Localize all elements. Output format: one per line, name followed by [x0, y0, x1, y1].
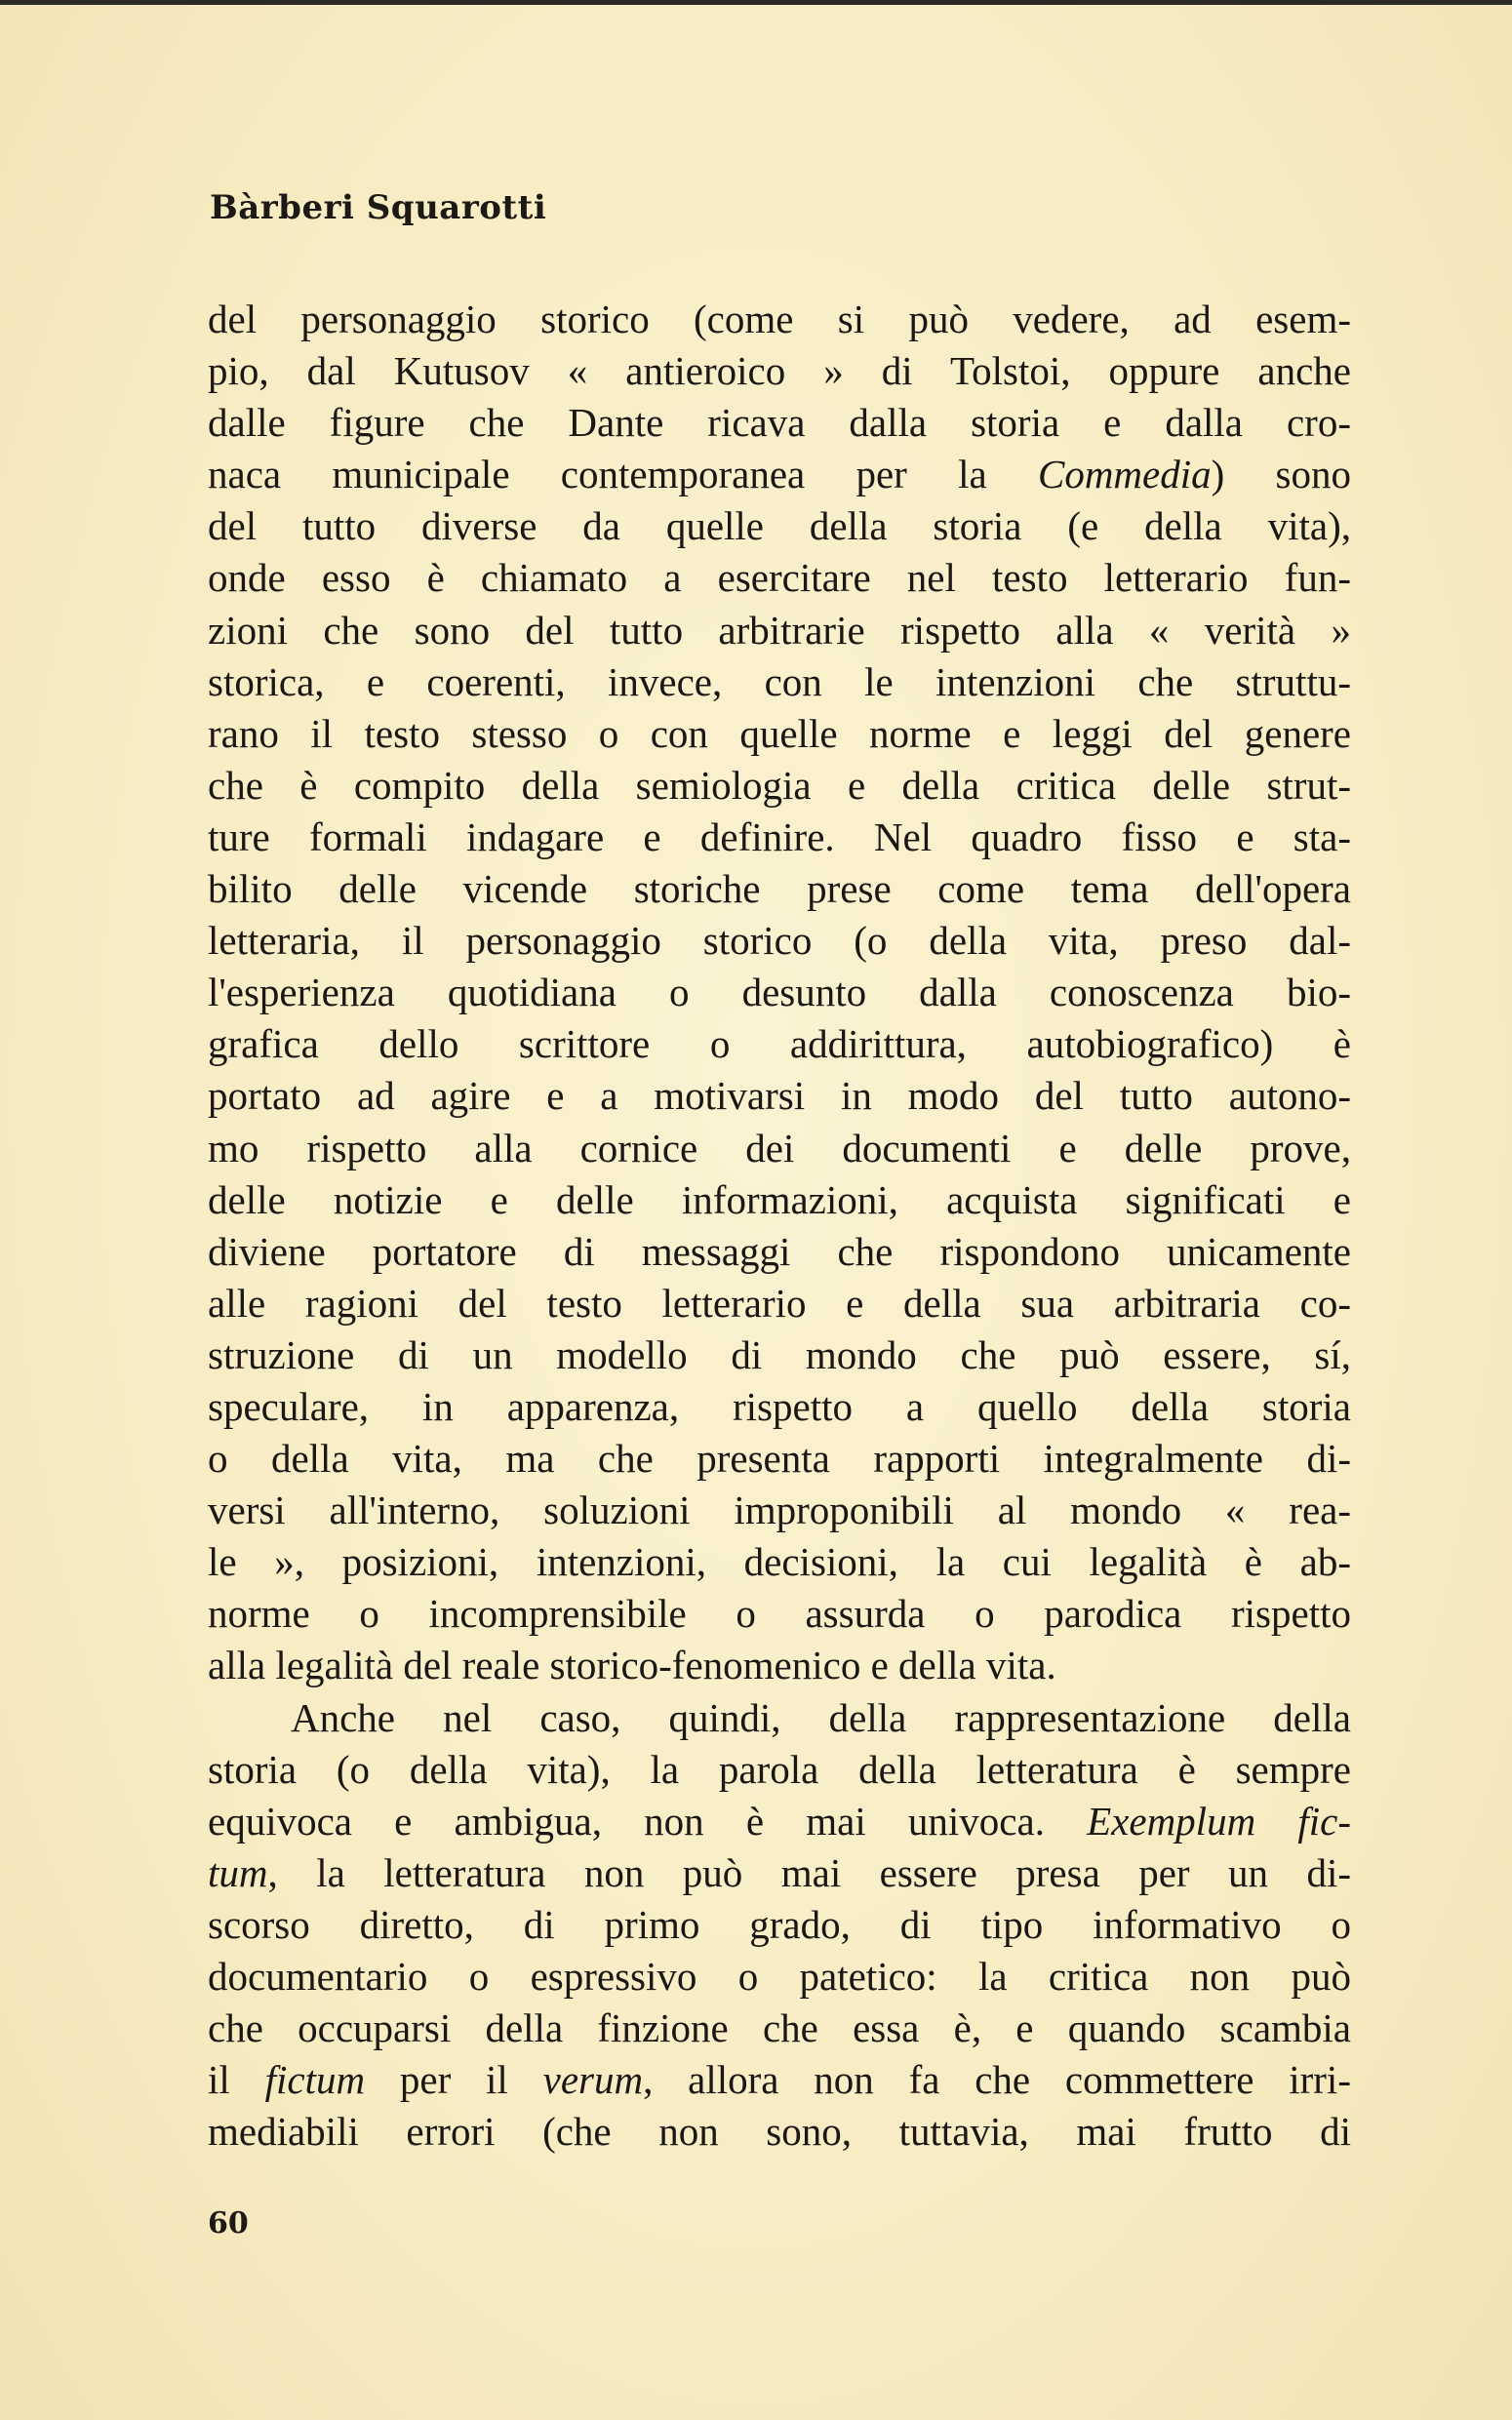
- text-line: storia (o della vita), la parola della letteratura è sempre: [208, 1746, 1351, 1792]
- text-segment: , la letteratura non può mai essere presa per un di-: [267, 1849, 1351, 1895]
- text-line: diviene portatore di messaggi che rispondono unicamente: [208, 1228, 1351, 1274]
- text-line: documentario o espressivo o patetico: la critica non può: [208, 1954, 1351, 1999]
- text-line: pio, dal Kutusov « antieroico » di Tolstoi, oppure anche: [208, 348, 1351, 394]
- text-line: scorso diretto, di primo grado, di tipo informativo o: [208, 1901, 1351, 1947]
- text-line: letteraria, il personaggio storico (o della vita, preso dal-: [208, 918, 1351, 964]
- text-segment: il: [208, 2057, 265, 2103]
- text-line: mediabili errori (che non sono, tuttavia, mai frutto di: [208, 2109, 1351, 2155]
- text-line: alla legalità del reale storico-fenomenico e della vita.: [208, 1643, 1056, 1688]
- text-line: storica, e coerenti, invece, con le intenzioni che struttu-: [208, 658, 1351, 704]
- text-segment: equivoca e ambigua, non è mai univoca.: [208, 1798, 1088, 1844]
- italic-word: verum: [542, 2057, 644, 2103]
- text-line: [208, 449, 1351, 500]
- text-line: [208, 1847, 1351, 1899]
- text-line: versi all'interno, soluzioni improponibili al mondo « rea-: [208, 1488, 1351, 1533]
- running-head: Bàrberi Squarotti: [210, 188, 547, 227]
- text-line: rano il testo stesso o con quelle norme e leggi del genere: [208, 710, 1351, 756]
- text-line: bilito delle vicende storiche prese come tema dell'opera: [208, 866, 1351, 912]
- text-line: delle notizie e delle informazioni, acquista significati e: [208, 1176, 1351, 1222]
- text-line: [208, 2054, 1351, 2106]
- text-line: del tutto diverse da quelle della storia (e della vita),: [208, 503, 1351, 549]
- text-line: che occuparsi della finzione che essa è, e quando scambia: [208, 2005, 1351, 2051]
- text-segment: per il: [365, 2057, 543, 2103]
- text-segment: , allora non fa che commettere irri-: [643, 2057, 1351, 2103]
- text-line: onde esso è chiamato a esercitare nel testo letterario fun-: [208, 555, 1351, 601]
- text-line: l'esperienza quotidiana o desunto dalla conoscenza bio-: [208, 970, 1351, 1015]
- text-line: zioni che sono del tutto arbitrarie rispetto alla « verità »: [208, 607, 1351, 653]
- text-line: che è compito della semiologia e della critica delle strut-: [208, 762, 1351, 808]
- text-line: dalle figure che Dante ricava dalla storia e dalla cro-: [208, 400, 1351, 446]
- text-line: speculare, in apparenza, rispetto a quello della storia: [208, 1383, 1351, 1429]
- text-line: portato ad agire e a motivarsi in modo del tutto autono-: [208, 1073, 1351, 1119]
- text-line: del personaggio storico (come si può vedere, ad esem-: [208, 297, 1351, 341]
- text-line: le », posizioni, intenzioni, decisioni, la cui legalità è ab-: [208, 1539, 1351, 1585]
- text-line: mo rispetto alla cornice dei documenti e delle prove,: [208, 1125, 1351, 1170]
- text-segment: naca municipale contemporanea per la: [208, 452, 1038, 497]
- text-line: o della vita, ma che presenta rapporti integralmente di-: [208, 1436, 1351, 1482]
- italic-title: Commedia: [1037, 452, 1212, 497]
- italic-phrase: tum: [208, 1849, 268, 1895]
- page-number: 60: [208, 2206, 249, 2241]
- text-segment: ) sono: [1211, 452, 1352, 497]
- body-text: [208, 294, 1351, 2158]
- italic-phrase: Exemplum fic-: [1087, 1798, 1351, 1844]
- text-line-paragraph-start: Anche nel caso, quindi, della rappresentazione della: [291, 1694, 1351, 1740]
- text-line: grafica dello scrittore o addirittura, autobiografico) è: [208, 1021, 1351, 1067]
- text-line: norme o incomprensibile o assurda o parodica rispetto: [208, 1591, 1351, 1637]
- text-line: [208, 1796, 1351, 1847]
- italic-word: fictum: [264, 2057, 366, 2103]
- text-line: alle ragioni del testo letterario e della sua arbitraria co-: [208, 1280, 1351, 1326]
- text-line: struzione di un modello di mondo che può essere, sí,: [208, 1331, 1351, 1377]
- text-line: ture formali indagare e definire. Nel quadro fisso e sta-: [208, 813, 1351, 859]
